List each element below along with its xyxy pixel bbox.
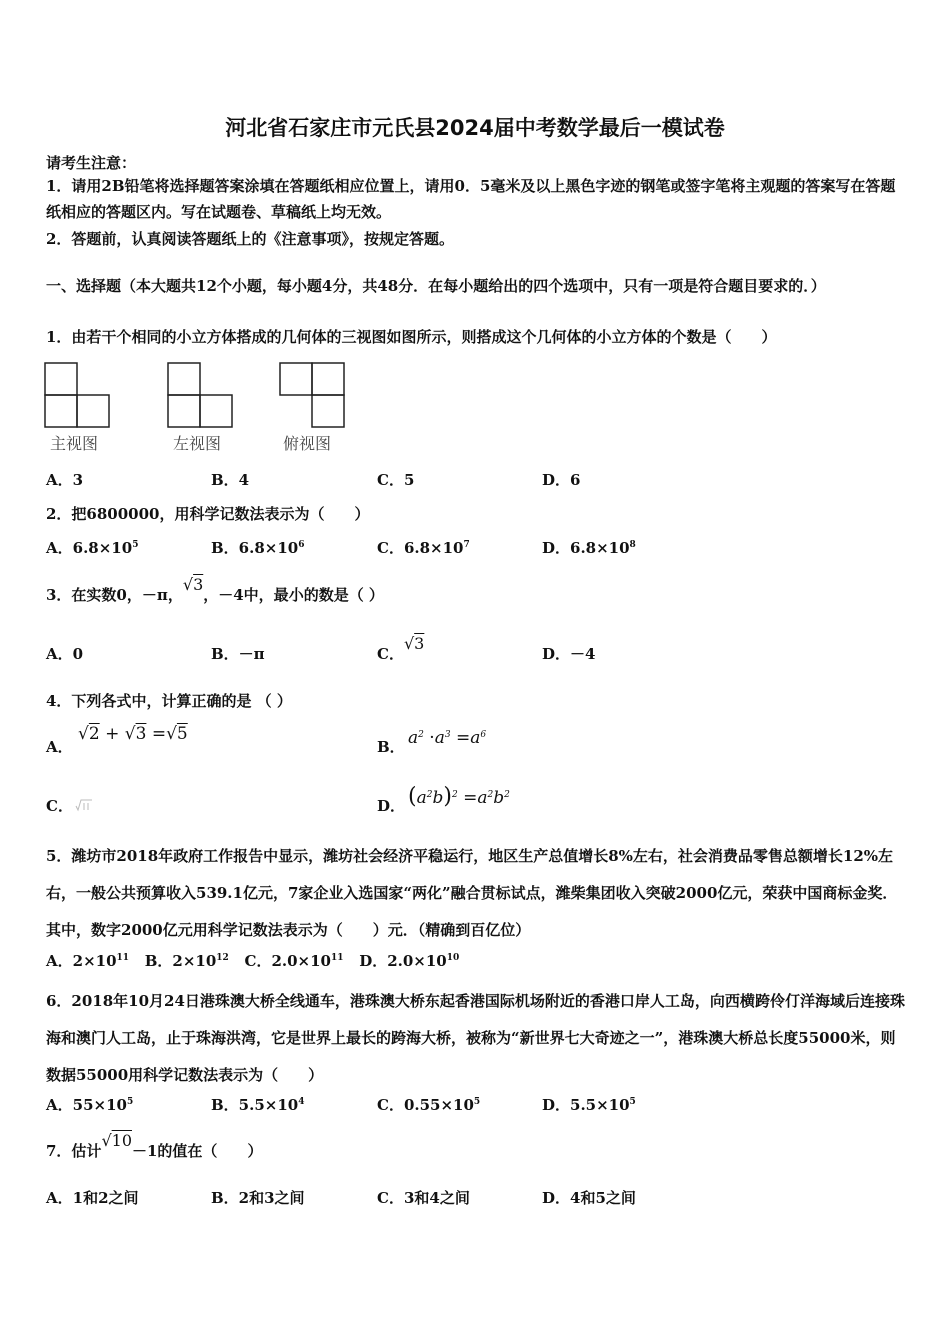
q7-stem-part-a: 7．估计	[46, 1142, 102, 1160]
q3-option-c-radicand: 3	[414, 634, 425, 653]
q4-d-outer-exp: 2	[451, 790, 458, 800]
question-7-stem	[46, 1131, 263, 1161]
q3-option-c	[377, 634, 425, 664]
q7-sqrt-10-radicand: 10	[111, 1131, 132, 1150]
q4-option-b-expr	[408, 728, 486, 748]
q4-option-c-label: C．	[46, 797, 73, 815]
q6-option-c-exp: 5	[473, 1097, 481, 1107]
q4-option-d-expr	[408, 784, 510, 809]
q6-option-b	[211, 1094, 304, 1115]
q3-option-d: D．－4	[542, 645, 596, 663]
q2-option-c-exp: 7	[463, 540, 470, 550]
q2-option-b-text: B．6.8×10	[211, 539, 299, 557]
q4-option-d-label: D．	[377, 797, 406, 815]
q4-b-base-1: a	[408, 728, 419, 748]
q2-option-a-exp: 5	[132, 540, 139, 550]
q4-d-rhs-a: a	[477, 788, 488, 808]
q3-option-c-sqrt: √3	[403, 634, 425, 653]
q5-option-d-text: D．2.0×10	[359, 952, 447, 970]
q4-d-rhs-exp-b: 2	[504, 790, 510, 800]
q2-option-c-text: C．6.8×10	[377, 539, 464, 557]
question-5-stem: 5．潍坊市2018年政府工作报告中显示，潍坊社会经济平稳运行，地区生产总值增长8%左右，社会消费品零售总额增长12%左右，一般公共预算收入539.1亿元，7家企业入选国家“两化”融合贯标试点，潍柴集团收入突破2000亿元，荣获中国商标金奖．其中，数字2000亿元用科学记数法表示为（ ）元．（精确到百亿位）	[46, 847, 898, 939]
q5-option-c-text: C．2.0×10	[244, 952, 331, 970]
q6-option-d-exp: 5	[629, 1097, 636, 1107]
q3-option-a: A．0	[46, 645, 84, 663]
page-title: 河北省石家庄市元氏县2024届中考数学最后一模试卷	[225, 116, 725, 140]
notice-item-1: 1．请用2B铅笔将选择题答案涂填在答题纸相应位置上，请用0．5毫米及以上黑色字迹的钢笔或签字笔将主观题的答案写在答题纸相应的答题区内。写在试题卷、草稿纸上均无效。	[46, 177, 896, 221]
q6-option-d-text: D．5.5×10	[542, 1096, 630, 1114]
question-4-stem: 4．下列各式中，计算正确的是 （ ）	[46, 692, 292, 710]
q1-option-d: D．6	[542, 471, 581, 489]
q4-a-root-2: 3	[135, 724, 147, 744]
q7-option-d: D．4和5之间	[542, 1189, 636, 1207]
notice-item-2: 2．答题前，认真阅读答题纸上的《注意事项》，按规定答题。	[46, 230, 454, 248]
q4-d-rhs-b: b	[493, 788, 505, 808]
q4-a-root-1: 2	[88, 724, 100, 744]
q3-stem-part-a: 3．在实数0，－π，	[46, 586, 183, 604]
question-6-stem: 6．2018年10月24日港珠澳大桥全线通车，港珠澳大桥东起香港国际机场附近的香港口岸人工岛，向西横跨伶仃洋海域后连接珠海和澳门人工岛，止于珠海洪湾，它是世界上最长的跨海大桥，被称为“新世界七大奇迹之一”，港珠澳大桥总长度55000米，则数据55000用科学记数法表示为（ ）	[46, 992, 905, 1084]
q4-b-base-2: a	[434, 728, 445, 748]
section-heading: 一、选择题（本大题共12个小题，每小题4分，共48分．在每小题给出的四个选项中，只有一项是符合题目要求的．）	[46, 277, 826, 295]
q6-option-b-exp: 4	[298, 1097, 305, 1107]
q3-stem-part-b: ，－4中，最小的数是（ ）	[203, 586, 384, 604]
q4-b-dot: ·	[429, 728, 435, 748]
q5-option-d-exp: 10	[446, 953, 460, 963]
q2-option-b-exp: 6	[298, 540, 305, 550]
q2-option-d-text: D．6.8×10	[542, 539, 630, 557]
q4-option-c-faded-expression	[74, 798, 94, 812]
q5-option-b-text: B．2×10	[144, 952, 217, 970]
q2-option-c	[377, 537, 470, 558]
q3-sqrt-3-radicand: 3	[193, 575, 204, 594]
q2-option-a	[46, 537, 138, 558]
q4-d-rhs-exp-a: 2	[487, 790, 494, 800]
q4-d-equals: =	[463, 788, 478, 808]
question-3-stem	[46, 575, 384, 605]
q7-stem-part-b: －1的值在（ ）	[132, 1142, 263, 1160]
top-view-figure	[279, 362, 349, 430]
q5-options-row	[46, 950, 459, 971]
q5-option-c	[245, 952, 344, 970]
q4-d-left-paren: (	[408, 784, 417, 809]
q4-a-plus: +	[105, 724, 120, 744]
left-view-label: 左视图	[173, 434, 222, 453]
q4-d-right-paren: )	[443, 784, 452, 809]
q4-option-b-label: B．	[377, 738, 405, 756]
top-view-label: 俯视图	[283, 434, 332, 453]
q2-option-d	[542, 537, 636, 558]
q5-option-a-exp: 11	[116, 953, 130, 963]
q6-option-c	[377, 1094, 480, 1115]
q5-option-a	[46, 952, 129, 970]
q3-sqrt-3: √3	[182, 575, 204, 594]
q2-option-b	[211, 537, 304, 558]
q4-d-base-b: b	[432, 788, 444, 808]
q5-option-a-text: A．2×10	[46, 952, 117, 970]
q5-option-c-exp: 11	[330, 953, 344, 963]
q4-d-exp-a: 2	[426, 790, 433, 800]
q7-option-b: B．2和3之间	[211, 1189, 305, 1207]
q3-option-c-label: C．	[377, 645, 404, 663]
q3-option-b: B．－π	[211, 645, 265, 663]
question-1-stem: 1．由若干个相同的小立方体搭成的几何体的三视图如图所示，则搭成这个几何体的小立方体的个数是（ ）	[46, 328, 777, 346]
q6-option-d	[542, 1094, 636, 1115]
q7-sqrt-10: √10	[101, 1131, 132, 1150]
q6-option-c-text: C．0.55×10	[377, 1096, 474, 1114]
q4-b-equals: =	[455, 728, 471, 748]
question-2-stem: 2．把6800000，用科学记数法表示为（ ）	[46, 505, 370, 523]
q5-option-b-exp: 12	[216, 953, 229, 963]
q4-a-root-3: 5	[176, 724, 188, 744]
q1-option-b: B．4	[211, 471, 250, 489]
q5-option-b	[145, 952, 229, 970]
front-view-figure	[44, 362, 114, 430]
q2-option-a-text: A．6.8×10	[46, 539, 133, 557]
q2-option-d-exp: 8	[629, 540, 636, 550]
q4-option-a-label: A．	[46, 738, 73, 756]
notice-heading: 请考生注意：	[46, 154, 137, 172]
q4-b-base-3: a	[470, 728, 481, 748]
q5-option-d	[359, 952, 459, 970]
q6-option-a	[46, 1094, 133, 1115]
q6-option-a-exp: 5	[126, 1097, 134, 1107]
q4-option-a-expr: √2 + √3 =√5	[78, 724, 188, 744]
q1-option-c: C．5	[377, 471, 415, 489]
q6-option-a-text: A．55×10	[46, 1096, 127, 1114]
q4-a-equals: =	[151, 724, 167, 744]
q1-option-a: A．3	[46, 471, 84, 489]
q7-option-c: C．3和4之间	[377, 1189, 470, 1207]
q4-b-exp-1: 2	[418, 730, 424, 740]
front-view-label: 主视图	[50, 434, 99, 453]
left-view-figure	[167, 362, 237, 430]
q4-d-base-a: a	[416, 788, 427, 808]
q7-option-a: A．1和2之间	[46, 1189, 139, 1207]
q4-b-exp-3: 6	[480, 730, 487, 740]
q4-b-exp-2: 3	[444, 730, 451, 740]
q6-option-b-text: B．5.5×10	[211, 1096, 299, 1114]
